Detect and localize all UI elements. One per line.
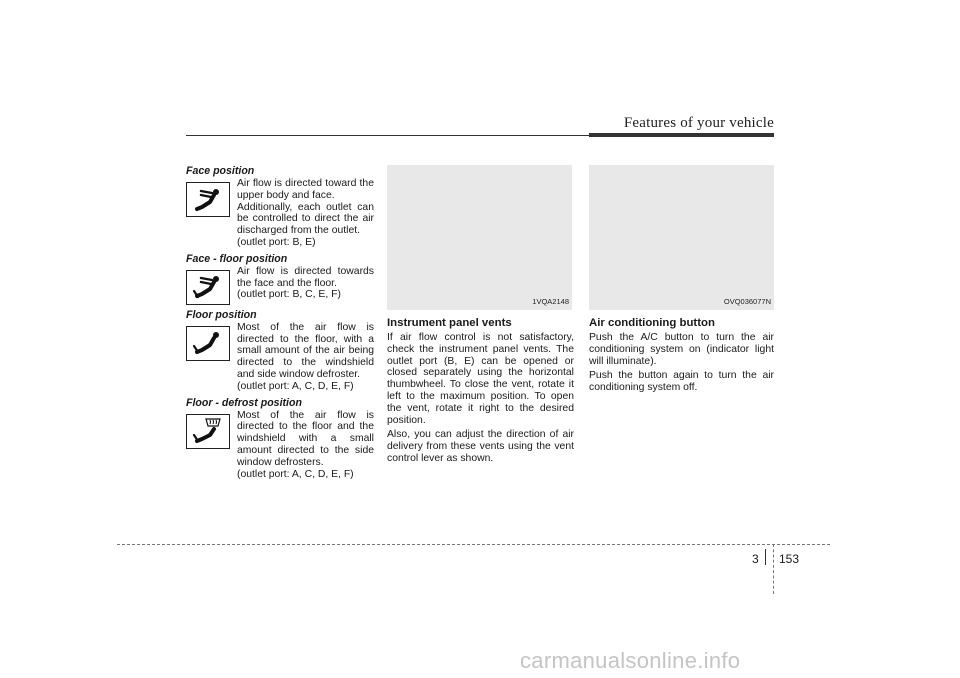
- chapter-number: 3: [752, 552, 759, 566]
- aircon-paragraph-2: Push the button again to turn the air conditioning system off.: [589, 370, 774, 394]
- aircon-column: [589, 165, 774, 397]
- face-floor-mode-icon: [186, 270, 230, 305]
- mode-floor-defrost: [186, 410, 374, 481]
- watermark: carmanualsonline.info: [520, 648, 741, 673]
- header-rule: [186, 135, 589, 136]
- image-code: OVQ036077N: [723, 297, 771, 307]
- instrument-paragraph-2: Also, you can adjust the direction of air delivery from these vents using the vent control lever as shown.: [387, 429, 574, 464]
- face-mode-icon: [186, 182, 230, 217]
- footer-rule: [117, 544, 830, 545]
- instrument-panel-vent-image: [387, 165, 572, 310]
- mode-heading-face: Face position: [186, 165, 255, 177]
- instrument-title: Instrument panel vents: [387, 317, 512, 329]
- mode-face-text-1: Air flow is directed toward the upper body and face.: [237, 178, 374, 201]
- mode-face-floor-text-2: (outlet port: B, C, E, F): [237, 289, 341, 301]
- aircon-title: Air conditioning button: [589, 317, 715, 329]
- page-number: 153: [779, 552, 800, 566]
- floor-defrost-mode-icon: [186, 414, 230, 449]
- mode-column: [186, 165, 374, 484]
- mode-heading-face-floor: Face - floor position: [186, 252, 288, 265]
- instrument-column: [387, 165, 574, 468]
- image-code: 1VQA2148: [532, 297, 569, 307]
- ac-button-image: [589, 165, 774, 310]
- mode-face-text-3: (outlet port: B, E): [237, 236, 316, 248]
- instrument-paragraph-1: If air flow control is not satisfactory, check the instrument panel vents. The outlet port (B, E) can be opened or closed separately using the horizontal thumbwheel. To close the vent, rotate it left to the maximum position. To open the vent, rotate it right to the desired position.: [387, 332, 574, 426]
- mode-face-text-2: Additionally, each outlet can be controlled to direct the air discharged from the outlet.: [237, 201, 374, 237]
- footer-crop-line: [773, 544, 774, 594]
- mode-floor-text-2: (outlet port: A, C, D, E, F): [237, 380, 354, 392]
- mode-heading-floor: Floor position: [186, 308, 257, 321]
- mode-floor-text-1: Most of the air flow is directed to the floor, with a small amount of the air being directed to the windshield and side window defroster.: [237, 321, 374, 380]
- aircon-paragraph-1: Push the A/C button to turn the air conditioning system on (indicator light will illuminate).: [589, 332, 774, 367]
- mode-face-floor: [186, 266, 374, 305]
- mode-floor-defrost-text-1: Most of the air flow is directed to the floor and the windshield with a small amount directed to the side window defrosters.: [237, 409, 374, 468]
- header-title: Features of your vehicle: [623, 115, 774, 131]
- header-rule-accent: [589, 133, 774, 137]
- mode-face-floor-text-1: Air flow is directed towards the face and the floor.: [237, 265, 374, 289]
- mode-floor: [186, 322, 374, 393]
- mode-floor-defrost-text-2: (outlet port: A, C, D, E, F): [237, 468, 354, 480]
- mode-face: [186, 178, 374, 249]
- floor-mode-icon: [186, 326, 230, 361]
- mode-heading-floor-defrost: Floor - defrost position: [186, 396, 302, 409]
- page-separator: [765, 549, 766, 565]
